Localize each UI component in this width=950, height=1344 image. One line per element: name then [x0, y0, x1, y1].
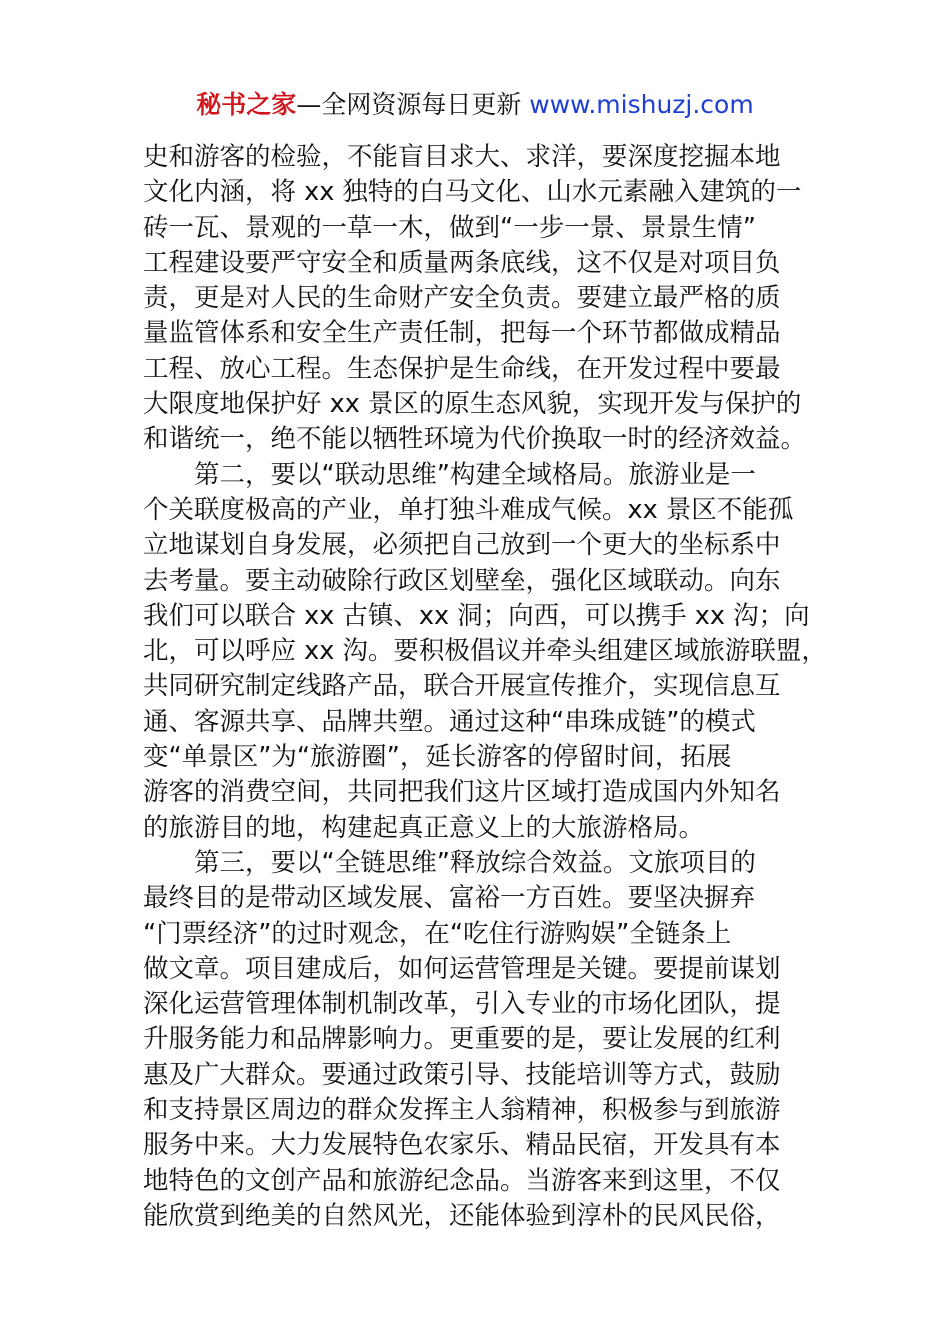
- text-line: 共同研究制定线路产品，联合开展宣传推介，实现信息互: [143, 671, 781, 702]
- text-line: 工程建设要严守安全和质量两条底线，这不仅是对项目负: [143, 247, 781, 278]
- paragraph-start-line: 第三，要以“全链思维”释放综合效益。文旅项目的: [194, 847, 756, 878]
- text-line: 我们可以联合 xx 古镇、xx 洞；向西，可以携手 xx 沟；向: [143, 600, 810, 631]
- text-line: 和谐统一，绝不能以牺牲环境为代价换取一时的经济效益。: [143, 424, 807, 455]
- text-line: 责，更是对人民的生命财产安全负责。要建立最严格的质: [143, 283, 781, 314]
- paragraph-start-line: 第二，要以“联动思维”构建全域格局。旅游业是一: [194, 459, 756, 490]
- text-line: 工程、放心工程。生态保护是生命线，在开发过程中要最: [143, 353, 781, 384]
- text-line: 地特色的文创产品和旅游纪念品。当游客来到这里，不仅: [143, 1165, 781, 1196]
- text-line: 做文章。项目建成后，如何运营管理是关键。要提前谋划: [143, 953, 781, 984]
- text-line: 深化运营管理体制机制改革，引入专业的市场化团队，提: [143, 989, 781, 1020]
- text-line: 惠及广大群众。要通过政策引导、技能培训等方式，鼓励: [143, 1059, 781, 1090]
- text-line: 服务中来。大力发展特色农家乐、精品民宿，开发具有本: [143, 1130, 781, 1161]
- text-line: 北，可以呼应 xx 沟。要积极倡议并牵头组建区域旅游联盟，: [143, 636, 827, 667]
- text-line: 升服务能力和品牌影响力。更重要的是，要让发展的红利: [143, 1024, 781, 1055]
- text-line: 去考量。要主动破除行政区划壁垒，强化区域联动。向东: [143, 565, 781, 596]
- page-header: [0, 88, 950, 122]
- header-brand: 秘书之家: [196, 90, 297, 119]
- text-line: 个关联度极高的产业，单打独斗难成气候。xx 景区不能孤: [143, 494, 794, 525]
- text-line: 最终目的是带动区域发展、富裕一方百姓。要坚决摒弃: [143, 883, 756, 914]
- text-line: 通、客源共享、品牌共塑。通过这种“串珠成链”的模式: [143, 706, 756, 737]
- text-line: 量监管体系和安全生产责任制，把每一个环节都做成精品: [143, 318, 781, 349]
- header-url[interactable]: www.mishuzj.com: [529, 90, 754, 119]
- body-text: [143, 140, 827, 1234]
- text-line: 游客的消费空间，共同把我们这片区域打造成国内外知名: [143, 777, 781, 808]
- text-line: 砖一瓦、景观的一草一木，做到“一步一景、景景生情”: [143, 212, 756, 243]
- text-line: 大限度地保护好 xx 景区的原生态风貌，实现开发与保护的: [143, 389, 802, 420]
- text-line: “门票经济”的过时观念，在“吃住行游购娱”全链条上: [143, 918, 732, 949]
- header-tagline: —全网资源每日更新: [296, 90, 522, 119]
- text-line: 文化内涵，将 xx 独特的白马文化、山水元素融入建筑的一: [143, 177, 802, 208]
- text-line: 变“单景区”为“旅游圈”，延长游客的停留时间，拓展: [143, 742, 732, 773]
- text-line: 的旅游目的地，构建起真正意义上的大旅游格局。: [143, 812, 705, 843]
- text-line: 能欣赏到绝美的自然风光，还能体验到淳朴的民风民俗，: [143, 1200, 781, 1231]
- text-line: 和支持景区周边的群众发挥主人翁精神，积极参与到旅游: [143, 1095, 781, 1126]
- text-line: 史和游客的检验，不能盲目求大、求洋，要深度挖掘本地: [143, 142, 781, 172]
- text-line: 立地谋划自身发展，必须把自己放到一个更大的坐标系中: [143, 530, 781, 561]
